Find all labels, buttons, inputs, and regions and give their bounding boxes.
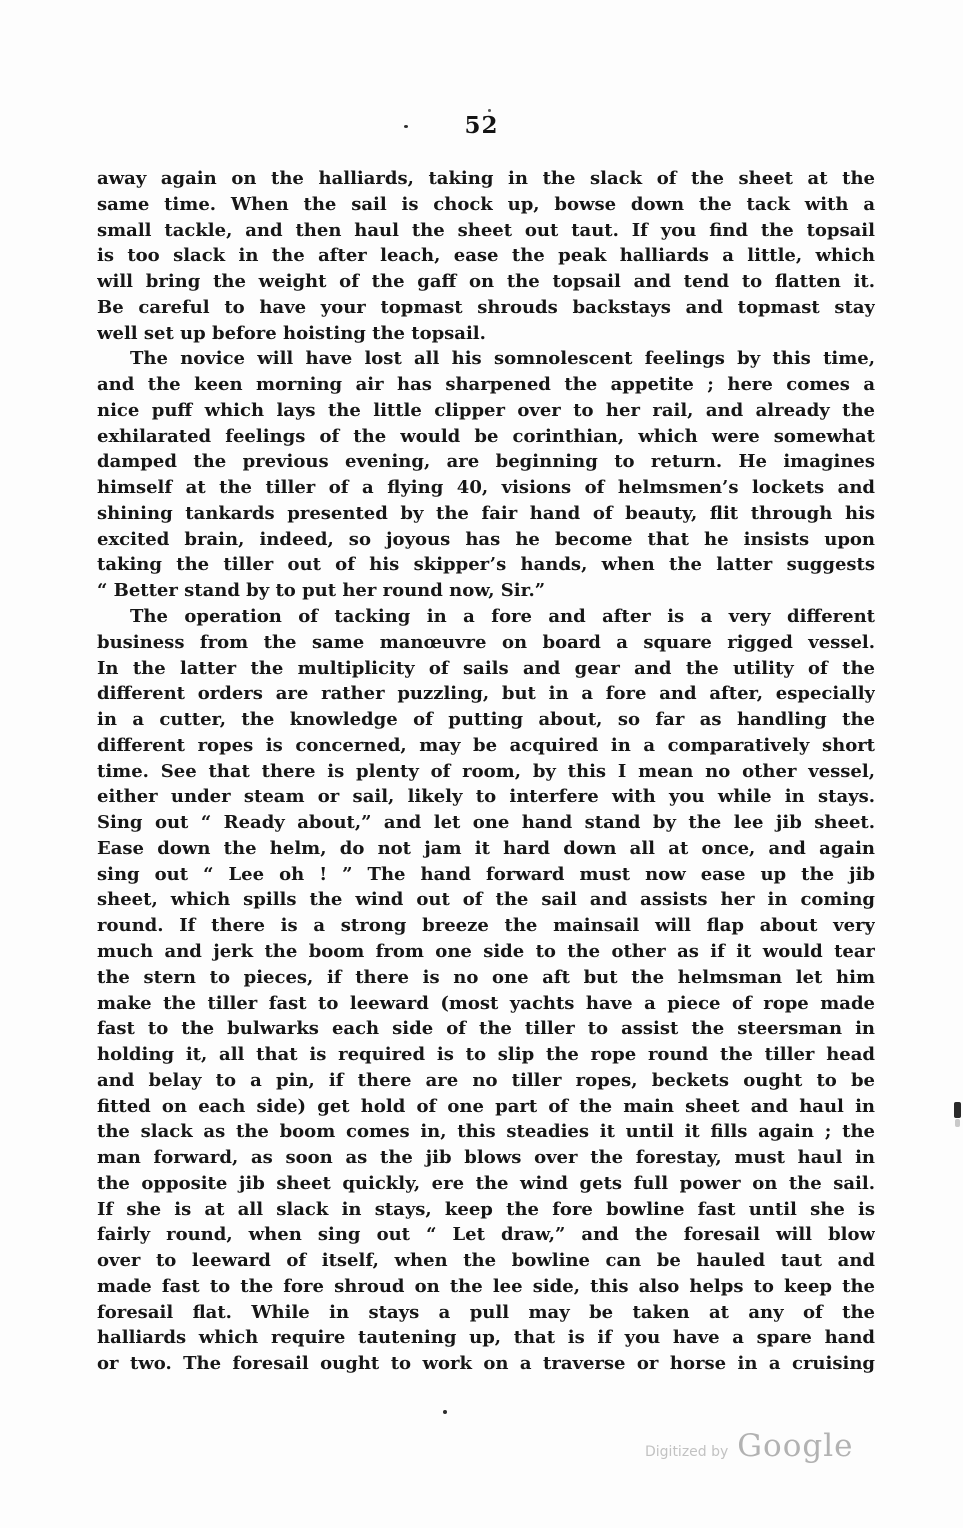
text-line: In the latter the multiplicity of sails and gear and the utility of the xyxy=(97,657,875,679)
text-line: foresail flat. While in stays a pull may be taken at any of the xyxy=(97,1301,875,1323)
text-line: and the keen morning air has sharpened the appetite ; here comes a xyxy=(97,374,875,396)
text-line: Ease down the helm, do not jam it hard down all at once, and again xyxy=(97,837,875,859)
page-number: 52 xyxy=(464,112,499,139)
watermark-prefix-text: Digitized by xyxy=(645,1444,729,1460)
text-block xyxy=(97,166,875,1377)
text-line: sheet, which spills the wind out of the sail and assists her in coming xyxy=(97,889,875,911)
text-line: in a cutter, the knowledge of putting about, so far as handling the xyxy=(97,709,875,731)
scan-edge-mark xyxy=(954,1102,961,1118)
text-line: round. If there is a strong breeze the mainsail will flap about very xyxy=(97,915,875,937)
paragraph xyxy=(97,346,875,604)
text-line: the stern to pieces, if there is no one aft but the helmsman let him xyxy=(97,966,875,988)
text-line: same time. When the sail is chock up, bowse down the tack with a xyxy=(97,193,875,215)
text-line: man forward, as soon as the jib blows over the forestay, must haul in xyxy=(97,1147,875,1169)
text-line: The operation of tacking in a fore and after is a very different xyxy=(130,606,875,628)
text-line: or two. The foresail ought to work on a traverse or horse in a cruising xyxy=(97,1353,875,1375)
text-line: Be careful to have your topmast shrouds backstays and topmast stay xyxy=(97,296,875,318)
ink-speck xyxy=(404,125,408,128)
text-line: fitted on each side) get hold of one part of the main sheet and haul in xyxy=(97,1095,875,1117)
text-line: halliards which require tautening up, that is if you have a spare hand xyxy=(97,1327,875,1349)
text-line: different ropes is concerned, may be acquired in a comparatively short xyxy=(97,734,875,756)
text-line: is too slack in the after leach, ease the peak halliards a little, which xyxy=(97,245,875,267)
text-line: much and jerk the boom from one side to the other as if it would tear xyxy=(97,940,875,962)
text-line: taking the tiller out of his skipper’s hands, when the latter suggests xyxy=(97,554,875,576)
text-line: damped the previous evening, are beginning to return. He imagines xyxy=(97,451,875,473)
text-line: business from the same manœuvre on board a square rigged vessel. xyxy=(97,631,875,653)
text-line: The novice will have lost all his somnolescent feelings by this time, xyxy=(130,348,875,370)
text-line: away again on the halliards, taking in the slack of the sheet at the xyxy=(97,168,875,189)
paragraph xyxy=(97,604,875,1377)
text-line: either under steam or sail, likely to interfere with you while in stays. xyxy=(97,786,875,808)
text-line: himself at the tiller of a flying 40, visions of helmsmen’s lockets and xyxy=(97,477,875,499)
text-line: excited brain, indeed, so joyous has he become that he insists upon xyxy=(97,528,875,550)
digitized-by-watermark xyxy=(645,1428,854,1464)
text-line: fairly round, when sing out “ Let draw,” and the foresail will blow xyxy=(97,1224,875,1246)
scan-edge-smear xyxy=(955,1119,960,1127)
text-line: the slack as the boom comes in, this steadies it until it fills again ; the xyxy=(97,1121,875,1143)
google-logo: Google xyxy=(737,1428,854,1464)
text-line: holding it, all that is required is to slip the rope round the tiller head xyxy=(97,1044,875,1066)
text-line: different orders are rather puzzling, but in a fore and after, especially xyxy=(97,683,875,705)
text-line: will bring the weight of the gaff on the topsail and tend to flatten it. xyxy=(97,271,875,293)
text-line: and belay to a pin, if there are no tiller ropes, beckets ought to be xyxy=(97,1069,875,1091)
text-line: made fast to the fore shroud on the lee side, this also helps to keep the xyxy=(97,1275,875,1297)
text-line: Sing out “ Ready about,” and let one hand stand by the lee jib sheet. xyxy=(97,812,875,834)
text-line: nice puff which lays the little clipper over to her rail, and already the xyxy=(97,399,875,421)
text-line: sing out “ Lee oh ! ” The hand forward must now ease up the jib xyxy=(97,863,875,885)
text-line: fast to the bulwarks each side of the tiller to assist the steersman in xyxy=(97,1018,875,1040)
text-line: well set up before hoisting the topsail. xyxy=(97,322,486,344)
text-line: the opposite jib sheet quickly, ere the wind gets full power on the sail. xyxy=(97,1172,875,1194)
paragraph xyxy=(97,166,875,346)
text-line: make the tiller fast to leeward (most yachts have a piece of rope made xyxy=(97,992,875,1014)
text-line: time. See that there is plenty of room, by this I mean no other vessel, xyxy=(97,760,875,782)
text-line: over to leeward of itself, when the bowline can be hauled taut and xyxy=(97,1250,875,1272)
ink-speck xyxy=(443,1410,447,1414)
text-line: “ Better stand by to put her round now, Sir.” xyxy=(97,580,546,602)
ink-speck xyxy=(488,109,491,112)
text-line: If she is at all slack in stays, keep the fore bowline fast until she is xyxy=(97,1198,875,1220)
text-line: exhilarated feelings of the would be corinthian, which were somewhat xyxy=(97,425,875,447)
text-line: shining tankards presented by the fair hand of beauty, flit through his xyxy=(97,502,875,524)
text-line: small tackle, and then haul the sheet out taut. If you find the topsail xyxy=(97,219,875,241)
